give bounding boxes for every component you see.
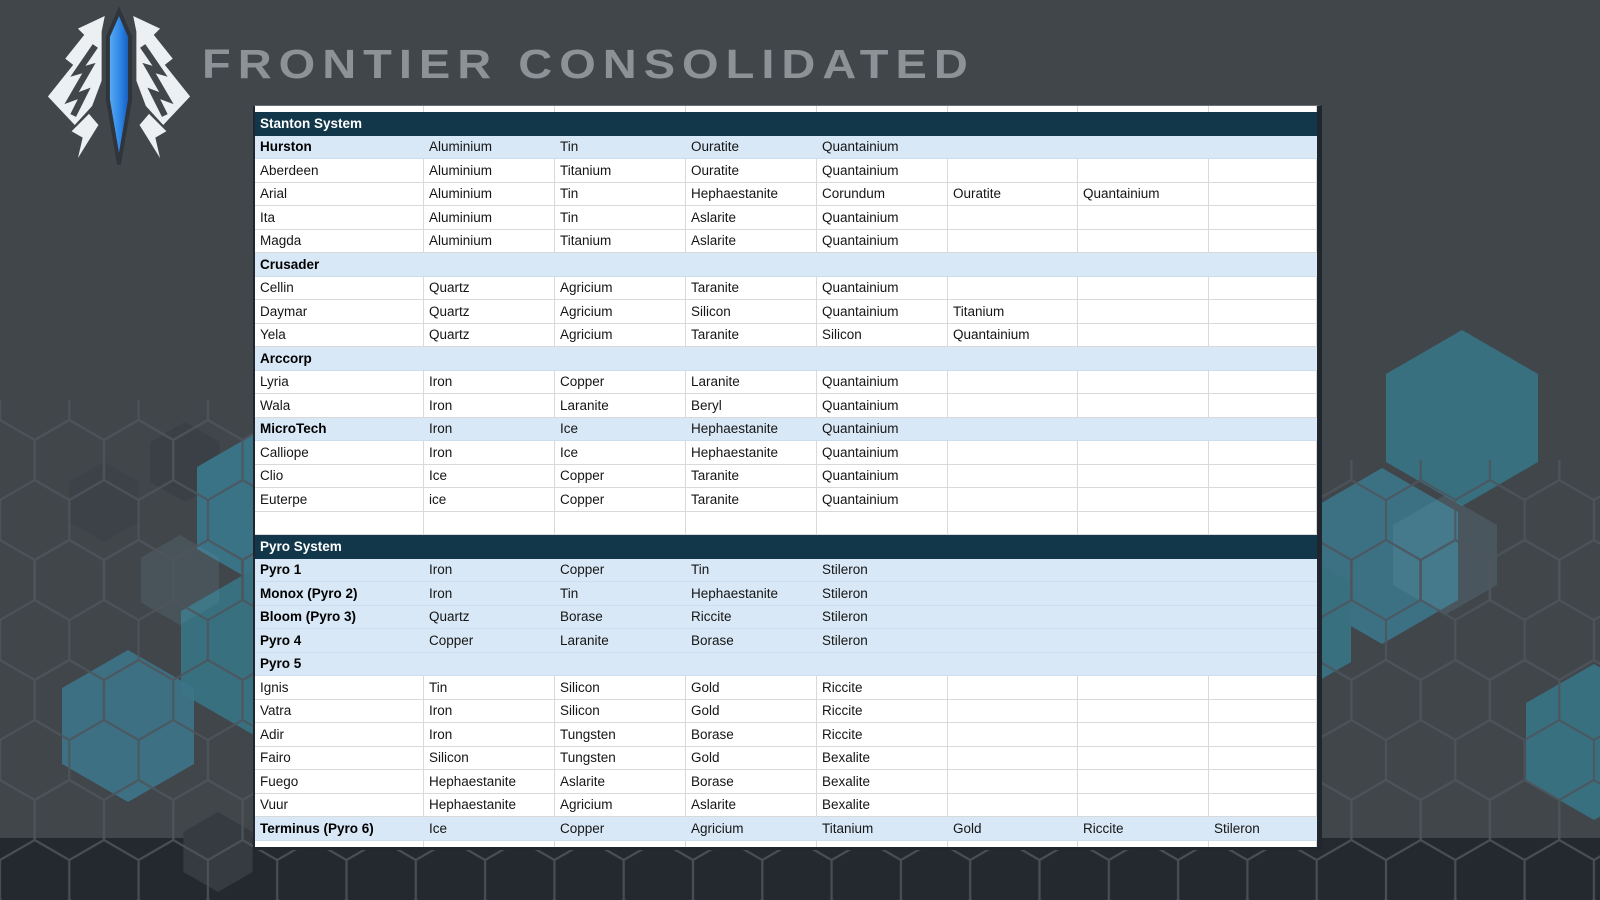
- location-cell[interactable]: Monox (Pyro 2): [260, 585, 358, 601]
- resource-cell[interactable]: Borase: [560, 609, 603, 625]
- table-row: [255, 629, 1317, 653]
- empty-cell: [948, 106, 1078, 112]
- resource-cell[interactable]: [948, 206, 1078, 229]
- resource-cell[interactable]: Gold: [686, 747, 817, 770]
- resource-cell[interactable]: Borase: [691, 632, 734, 648]
- table-row: [255, 206, 1317, 230]
- resource-cell[interactable]: Iron: [429, 421, 453, 437]
- empty-cell: [255, 106, 424, 112]
- resource-cell[interactable]: [1078, 582, 1209, 605]
- resource-cell[interactable]: [1078, 747, 1209, 770]
- table-row: [255, 394, 1317, 418]
- resource-cell[interactable]: Quartz: [429, 609, 470, 625]
- location-cell[interactable]: Pyro 4: [260, 632, 302, 648]
- resource-cell[interactable]: [1209, 206, 1317, 229]
- resource-cell[interactable]: [555, 347, 686, 370]
- spacer-row: [255, 512, 1317, 536]
- location-cell[interactable]: Daymar: [255, 300, 424, 323]
- resource-cell[interactable]: Quartz: [424, 324, 555, 347]
- resource-cell[interactable]: [1209, 488, 1317, 511]
- resource-cell[interactable]: Beryl: [686, 394, 817, 417]
- resource-cell[interactable]: Ouratite: [686, 159, 817, 182]
- resource-cell[interactable]: [817, 253, 948, 276]
- resource-cell[interactable]: Tin: [555, 206, 686, 229]
- location-cell[interactable]: Euterpe: [255, 488, 424, 511]
- resource-cell[interactable]: Riccite: [1083, 820, 1124, 836]
- resource-cell[interactable]: [1209, 794, 1317, 817]
- empty-cell: [1209, 106, 1317, 112]
- resource-cell[interactable]: [948, 465, 1078, 488]
- resource-cell[interactable]: Quantainium: [817, 441, 948, 464]
- resource-cell[interactable]: Hephaestanite: [691, 421, 779, 437]
- resource-cell[interactable]: Bexalite: [817, 747, 948, 770]
- resource-cell[interactable]: Aluminium: [429, 139, 493, 155]
- resource-cell[interactable]: [948, 253, 1078, 276]
- resource-cell[interactable]: [1078, 206, 1209, 229]
- resource-cell[interactable]: Corundum: [817, 183, 948, 206]
- resource-cell[interactable]: [1078, 794, 1209, 817]
- resource-cell[interactable]: Hephaestanite: [424, 794, 555, 817]
- resource-cell[interactable]: Hephaestanite: [424, 770, 555, 793]
- resource-cell[interactable]: Copper: [560, 562, 605, 578]
- resource-cell[interactable]: [948, 559, 1078, 582]
- table-row: [255, 465, 1317, 489]
- resource-cell[interactable]: Tin: [560, 139, 579, 155]
- resource-cell[interactable]: Copper: [555, 465, 686, 488]
- table-row: [255, 441, 1317, 465]
- resource-cell[interactable]: Gold: [686, 700, 817, 723]
- resource-cell[interactable]: [1209, 159, 1317, 182]
- resource-cell[interactable]: Bexalite: [817, 794, 948, 817]
- resource-cell[interactable]: [1209, 183, 1317, 206]
- resource-cell[interactable]: Copper: [555, 371, 686, 394]
- resource-cell[interactable]: [948, 418, 1078, 441]
- location-cell[interactable]: Ignis: [255, 676, 424, 699]
- resource-cell[interactable]: Agricium: [555, 300, 686, 323]
- location-cell[interactable]: Vatra: [255, 700, 424, 723]
- resource-cell[interactable]: [1078, 159, 1209, 182]
- resource-cell[interactable]: Hephaestanite: [686, 183, 817, 206]
- resource-cell[interactable]: [948, 230, 1078, 253]
- resource-cell[interactable]: Borase: [686, 723, 817, 746]
- table-row: [255, 159, 1317, 183]
- resource-cell[interactable]: Quantainium: [817, 465, 948, 488]
- table-row: [255, 253, 1317, 277]
- empty-cell: [817, 106, 948, 112]
- resource-cell[interactable]: [948, 653, 1078, 676]
- table-row: [255, 653, 1317, 677]
- resource-cell[interactable]: Iron: [424, 441, 555, 464]
- table-row: [255, 230, 1317, 254]
- resource-cell[interactable]: Quartz: [424, 277, 555, 300]
- table-row: [255, 817, 1317, 841]
- location-cell[interactable]: Bloom (Pyro 3): [260, 609, 357, 625]
- table-row: [255, 606, 1317, 630]
- resource-cell[interactable]: Silicon: [686, 300, 817, 323]
- resource-cell[interactable]: Agricium: [691, 820, 744, 836]
- resource-cell[interactable]: [948, 629, 1078, 652]
- resource-cell[interactable]: [817, 653, 948, 676]
- resource-cell[interactable]: [1209, 418, 1317, 441]
- empty-cell: [424, 106, 555, 112]
- section-header-row[interactable]: Pyro System: [255, 535, 1317, 559]
- empty-cell: [1209, 841, 1317, 847]
- resource-cell[interactable]: [1078, 300, 1209, 323]
- resource-cell[interactable]: [1078, 559, 1209, 582]
- table-row: [255, 418, 1317, 442]
- resource-cell[interactable]: [1078, 676, 1209, 699]
- resource-cell[interactable]: Quantainium: [817, 300, 948, 323]
- resource-cell[interactable]: [1078, 653, 1209, 676]
- empty-cell: [1078, 841, 1209, 847]
- table-row: [255, 559, 1317, 583]
- resource-cell[interactable]: Laranite: [686, 371, 817, 394]
- resource-cell[interactable]: Ice: [555, 441, 686, 464]
- resource-cell[interactable]: Tin: [560, 585, 579, 601]
- resource-cell[interactable]: Titanium: [555, 230, 686, 253]
- resource-cell[interactable]: Iron: [429, 585, 453, 601]
- resource-cell[interactable]: Iron: [424, 700, 555, 723]
- resource-cell[interactable]: [948, 747, 1078, 770]
- table-bottom-sliver: [255, 841, 1317, 847]
- location-cell[interactable]: Yela: [255, 324, 424, 347]
- resource-cell[interactable]: Quantainium: [1078, 183, 1209, 206]
- location-cell[interactable]: Clio: [255, 465, 424, 488]
- table-row: [255, 794, 1317, 818]
- frontier-logo-icon: [40, 6, 198, 176]
- resource-cell[interactable]: [1078, 700, 1209, 723]
- resource-cell[interactable]: [1078, 629, 1209, 652]
- brand-title: FRONTIER CONSOLIDATED: [202, 40, 975, 87]
- resource-cell[interactable]: Agricium: [555, 324, 686, 347]
- table-row: [255, 700, 1317, 724]
- table-row: [255, 347, 1317, 371]
- table-row: [255, 770, 1317, 794]
- resource-cell[interactable]: Laranite: [560, 632, 609, 648]
- location-cell[interactable]: Arial: [255, 183, 424, 206]
- resource-cell[interactable]: [1078, 230, 1209, 253]
- location-cell[interactable]: Aberdeen: [255, 159, 424, 182]
- table-row: [255, 582, 1317, 606]
- resource-cell[interactable]: [1209, 723, 1317, 746]
- location-cell[interactable]: Adir: [255, 723, 424, 746]
- table-row: [255, 324, 1317, 348]
- resource-cell[interactable]: Tungsten: [555, 723, 686, 746]
- resource-cell[interactable]: [1209, 347, 1317, 370]
- table-top-sliver: [255, 106, 1317, 112]
- resource-cell[interactable]: Quantainium: [948, 324, 1078, 347]
- resource-cell[interactable]: [1209, 582, 1317, 605]
- resource-cell[interactable]: [686, 347, 817, 370]
- resource-cell[interactable]: Quantainium: [817, 230, 948, 253]
- table-row: [255, 183, 1317, 207]
- resource-cell[interactable]: [1209, 770, 1317, 793]
- resource-cell[interactable]: Riccite: [691, 609, 732, 625]
- location-cell[interactable]: Vuur: [255, 794, 424, 817]
- empty-cell: [948, 841, 1078, 847]
- location-cell[interactable]: Magda: [255, 230, 424, 253]
- resource-cell[interactable]: [948, 159, 1078, 182]
- empty-cell: [255, 841, 424, 847]
- resource-cell[interactable]: Copper: [560, 820, 605, 836]
- location-cell[interactable]: Pyro 5: [260, 656, 302, 672]
- resource-cell[interactable]: Iron: [429, 562, 453, 578]
- resource-cell[interactable]: [1078, 465, 1209, 488]
- table-row: [255, 723, 1317, 747]
- empty-cell: [555, 841, 686, 847]
- resource-cell[interactable]: Silicon: [555, 700, 686, 723]
- resource-cell[interactable]: Iron: [424, 394, 555, 417]
- resource-cell[interactable]: Aslarite: [555, 770, 686, 793]
- resource-cell[interactable]: [1078, 606, 1209, 629]
- resource-cell[interactable]: Hephaestanite: [686, 441, 817, 464]
- resource-cell[interactable]: [1078, 441, 1209, 464]
- resource-cell[interactable]: [948, 512, 1078, 535]
- resource-cell[interactable]: Agricium: [555, 277, 686, 300]
- resource-cell[interactable]: Quantainium: [817, 488, 948, 511]
- resource-cell[interactable]: Riccite: [817, 700, 948, 723]
- resource-cell[interactable]: [948, 606, 1078, 629]
- resource-cell[interactable]: Titanium: [948, 300, 1078, 323]
- resource-cell[interactable]: Taranite: [686, 488, 817, 511]
- resource-cell[interactable]: Quantainium: [822, 139, 899, 155]
- resource-cell[interactable]: Stileron: [822, 632, 868, 648]
- resource-cell[interactable]: [555, 512, 686, 535]
- resource-cell[interactable]: [948, 794, 1078, 817]
- location-cell[interactable]: Crusader: [260, 256, 320, 272]
- table-row: [255, 277, 1317, 301]
- location-cell[interactable]: Wala: [255, 394, 424, 417]
- empty-cell: [686, 106, 817, 112]
- empty-cell: [686, 841, 817, 847]
- table-row: [255, 676, 1317, 700]
- resource-cell[interactable]: [1209, 300, 1317, 323]
- resource-cell[interactable]: [817, 347, 948, 370]
- resource-cell[interactable]: [424, 347, 555, 370]
- resource-cell[interactable]: Aslarite: [686, 206, 817, 229]
- resource-cell[interactable]: [686, 653, 817, 676]
- location-cell[interactable]: Fuego: [255, 770, 424, 793]
- resource-cell[interactable]: Aluminium: [424, 206, 555, 229]
- resource-cell[interactable]: Titanium: [555, 159, 686, 182]
- resource-cell[interactable]: Stileron: [822, 562, 868, 578]
- resource-cell[interactable]: [948, 347, 1078, 370]
- resource-cell[interactable]: [1209, 371, 1317, 394]
- resource-cell[interactable]: [1209, 606, 1317, 629]
- resource-cell[interactable]: [555, 653, 686, 676]
- resource-cell[interactable]: Copper: [429, 632, 474, 648]
- resource-cell[interactable]: Hephaestanite: [691, 585, 779, 601]
- resource-cell[interactable]: [1078, 253, 1209, 276]
- resource-cell[interactable]: [1078, 136, 1209, 159]
- resource-cell[interactable]: [1078, 723, 1209, 746]
- location-cell[interactable]: Hurston: [260, 139, 312, 155]
- resource-cell[interactable]: [948, 700, 1078, 723]
- resource-cell[interactable]: Gold: [953, 820, 982, 836]
- location-cell[interactable]: Lyria: [255, 371, 424, 394]
- resource-cell[interactable]: Quartz: [424, 300, 555, 323]
- resource-cell[interactable]: [1078, 394, 1209, 417]
- resource-cell[interactable]: [948, 723, 1078, 746]
- resource-cell[interactable]: ice: [424, 488, 555, 511]
- table-row: [255, 136, 1317, 160]
- resource-cell[interactable]: [1209, 700, 1317, 723]
- resource-cell[interactable]: [1209, 676, 1317, 699]
- resource-cell[interactable]: Taranite: [686, 277, 817, 300]
- resource-cell[interactable]: Silicon: [817, 324, 948, 347]
- empty-cell: [555, 106, 686, 112]
- location-cell[interactable]: Calliope: [255, 441, 424, 464]
- location-cell[interactable]: MicroTech: [260, 421, 327, 437]
- resource-cell[interactable]: Stileron: [1214, 820, 1260, 836]
- resource-cell[interactable]: [948, 582, 1078, 605]
- resource-cell[interactable]: Quantainium: [817, 277, 948, 300]
- table-row: [255, 747, 1317, 771]
- resource-cell[interactable]: Titanium: [822, 820, 874, 836]
- resource-cell[interactable]: [948, 136, 1078, 159]
- resource-cell[interactable]: Gold: [686, 676, 817, 699]
- resource-cell[interactable]: Stileron: [822, 585, 868, 601]
- resource-cell[interactable]: Copper: [555, 488, 686, 511]
- resource-cell[interactable]: [686, 253, 817, 276]
- resource-cell[interactable]: [1209, 629, 1317, 652]
- resource-cell[interactable]: [1209, 277, 1317, 300]
- resource-cell[interactable]: Tin: [424, 676, 555, 699]
- resource-cell[interactable]: [1209, 747, 1317, 770]
- resource-cell[interactable]: [948, 676, 1078, 699]
- location-cell[interactable]: Fairo: [255, 747, 424, 770]
- resource-cell[interactable]: Laranite: [555, 394, 686, 417]
- section-header-row[interactable]: Stanton System: [255, 112, 1317, 136]
- resource-cell[interactable]: Ice: [429, 820, 448, 836]
- resource-cell[interactable]: [686, 512, 817, 535]
- resource-cell[interactable]: [1078, 418, 1209, 441]
- empty-cell: [817, 841, 948, 847]
- resource-cell[interactable]: [948, 394, 1078, 417]
- resource-cell[interactable]: Taranite: [686, 324, 817, 347]
- resource-cell[interactable]: Silicon: [424, 747, 555, 770]
- resource-cell[interactable]: Riccite: [817, 723, 948, 746]
- table-row: [255, 371, 1317, 395]
- resource-cell[interactable]: Quantainium: [822, 421, 899, 437]
- resource-cell[interactable]: Quantainium: [817, 394, 948, 417]
- resource-cell[interactable]: [948, 488, 1078, 511]
- resource-cell[interactable]: [817, 512, 948, 535]
- resource-cell[interactable]: Quantainium: [817, 159, 948, 182]
- resource-cell[interactable]: Stileron: [822, 609, 868, 625]
- resource-cell[interactable]: Tin: [555, 183, 686, 206]
- resource-cell[interactable]: Tin: [691, 562, 710, 578]
- resource-cell[interactable]: [1209, 559, 1317, 582]
- resource-cell[interactable]: Aluminium: [424, 230, 555, 253]
- resource-cell[interactable]: Aluminium: [424, 183, 555, 206]
- resource-cell[interactable]: Iron: [424, 723, 555, 746]
- resource-cell[interactable]: Quantainium: [817, 206, 948, 229]
- resource-cell[interactable]: [1078, 488, 1209, 511]
- resource-cell[interactable]: Bexalite: [817, 770, 948, 793]
- resource-cell[interactable]: [1209, 230, 1317, 253]
- resource-cell[interactable]: Quantainium: [817, 371, 948, 394]
- resource-cell[interactable]: Silicon: [555, 676, 686, 699]
- resource-cell[interactable]: Aslarite: [686, 794, 817, 817]
- location-cell[interactable]: Pyro 1: [260, 562, 302, 578]
- resource-cell[interactable]: Taranite: [686, 465, 817, 488]
- resource-cell[interactable]: [1209, 253, 1317, 276]
- resource-cell[interactable]: [1209, 441, 1317, 464]
- resource-cell[interactable]: [1078, 277, 1209, 300]
- location-cell[interactable]: Ita: [255, 206, 424, 229]
- resource-cell[interactable]: [948, 770, 1078, 793]
- location-cell[interactable]: Cellin: [255, 277, 424, 300]
- resource-cell[interactable]: [555, 253, 686, 276]
- resource-cell[interactable]: [1078, 371, 1209, 394]
- resource-cell[interactable]: [1078, 512, 1209, 535]
- resource-cell[interactable]: [1078, 770, 1209, 793]
- resource-cell[interactable]: Borase: [686, 770, 817, 793]
- resource-cell[interactable]: [1209, 324, 1317, 347]
- resource-table: [253, 105, 1322, 850]
- resource-cell[interactable]: [1209, 465, 1317, 488]
- resource-cell[interactable]: [948, 441, 1078, 464]
- resource-cell[interactable]: Agricium: [555, 794, 686, 817]
- location-cell[interactable]: [255, 512, 424, 535]
- empty-cell: [1078, 106, 1209, 112]
- resource-cell[interactable]: Ice: [560, 421, 579, 437]
- location-cell[interactable]: Terminus (Pyro 6): [260, 820, 374, 836]
- table-row: [255, 488, 1317, 512]
- resource-cell[interactable]: [424, 253, 555, 276]
- resource-cell[interactable]: Riccite: [817, 676, 948, 699]
- resource-cell[interactable]: [948, 277, 1078, 300]
- resource-cell[interactable]: Iron: [424, 371, 555, 394]
- resource-cell[interactable]: Ouratite: [948, 183, 1078, 206]
- resource-cell[interactable]: Aluminium: [424, 159, 555, 182]
- resource-cell[interactable]: [948, 371, 1078, 394]
- resource-cell[interactable]: Aslarite: [686, 230, 817, 253]
- resource-cell[interactable]: [1078, 324, 1209, 347]
- table-row: [255, 300, 1317, 324]
- empty-cell: [424, 841, 555, 847]
- resource-cell[interactable]: Tungsten: [555, 747, 686, 770]
- resource-cell[interactable]: [424, 653, 555, 676]
- resource-cell[interactable]: [424, 512, 555, 535]
- resource-cell[interactable]: Ice: [424, 465, 555, 488]
- resource-cell[interactable]: [1209, 653, 1317, 676]
- resource-cell[interactable]: Ouratite: [691, 139, 740, 155]
- location-cell[interactable]: Arccorp: [260, 350, 312, 366]
- resource-cell[interactable]: [1209, 394, 1317, 417]
- resource-cell[interactable]: [1078, 347, 1209, 370]
- resource-cell[interactable]: [1209, 512, 1317, 535]
- resource-cell[interactable]: [1209, 136, 1317, 159]
